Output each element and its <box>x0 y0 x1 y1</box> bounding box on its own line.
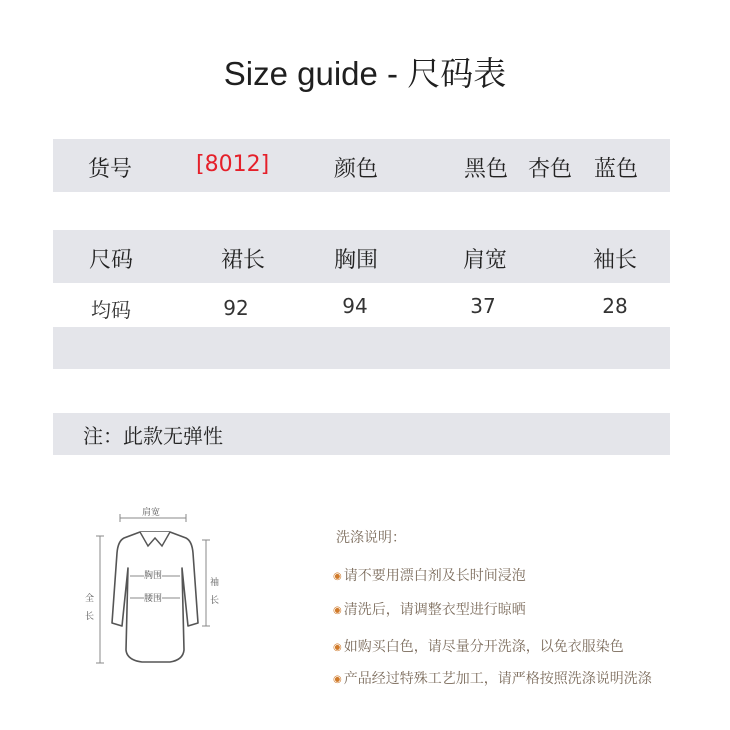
care-instruction-text: 如购买白色，请尽量分开洗涤，以免衣服染色 <box>343 639 624 655</box>
size-cell-shoulder: 37 <box>470 294 496 318</box>
size-header-size: 尺码 <box>88 248 134 273</box>
care-instruction-item <box>333 565 526 585</box>
page-title: Size guide - 尺码表 <box>223 55 507 92</box>
color-option-apricot: 杏色 <box>528 157 573 182</box>
size-header-shoulder: 肩宽 <box>462 248 508 273</box>
care-instruction-item <box>333 599 526 619</box>
elasticity-note: 注：此款无弹性 <box>83 424 223 448</box>
care-instruction-text: 请不要用漂白剂及长时间浸泡 <box>343 568 526 584</box>
garment-measurement-diagram <box>82 498 232 673</box>
care-instruction-item <box>333 668 652 688</box>
size-table-header <box>53 230 670 283</box>
color-label: 颜色 <box>334 157 379 182</box>
empty-row-band <box>53 327 670 369</box>
color-option-black: 黑色 <box>464 157 509 182</box>
diagram-chest-label: 胸围 <box>144 568 162 581</box>
care-instruction-text: 产品经过特殊工艺加工，请严格按照洗涤说明洗涤 <box>343 671 652 687</box>
diagram-waist-label: 腰围 <box>144 591 162 604</box>
product-info-band <box>53 139 670 192</box>
table-row <box>53 283 670 327</box>
size-cell-dress-length: 92 <box>223 296 249 320</box>
size-cell-size: 均码 <box>91 298 131 322</box>
circle-dot-icon: ◉ <box>333 605 342 616</box>
care-instruction-item <box>333 636 624 656</box>
size-cell-sleeve: 28 <box>602 294 628 318</box>
item-number-value: [8012] <box>196 152 270 177</box>
circle-dot-icon: ◉ <box>333 674 342 685</box>
diagram-shoulder-label: 肩宽 <box>142 508 161 518</box>
size-header-chest: 胸围 <box>333 248 379 273</box>
size-header-sleeve: 袖长 <box>592 248 638 273</box>
size-cell-chest: 94 <box>342 294 368 318</box>
care-instruction-text: 清洗后，请调整衣型进行晾晒 <box>343 602 526 618</box>
circle-dot-icon: ◉ <box>333 642 342 653</box>
care-title: 洗涤说明： <box>336 530 406 546</box>
circle-dot-icon: ◉ <box>333 571 342 582</box>
color-option-blue: 蓝色 <box>594 157 639 182</box>
item-number-label: 货号 <box>88 157 133 182</box>
diagram-length-label: 全长 <box>85 594 95 622</box>
note-band <box>53 413 670 455</box>
size-header-dress-length: 裙长 <box>220 248 266 273</box>
diagram-sleeve-label: 袖长 <box>210 578 220 606</box>
